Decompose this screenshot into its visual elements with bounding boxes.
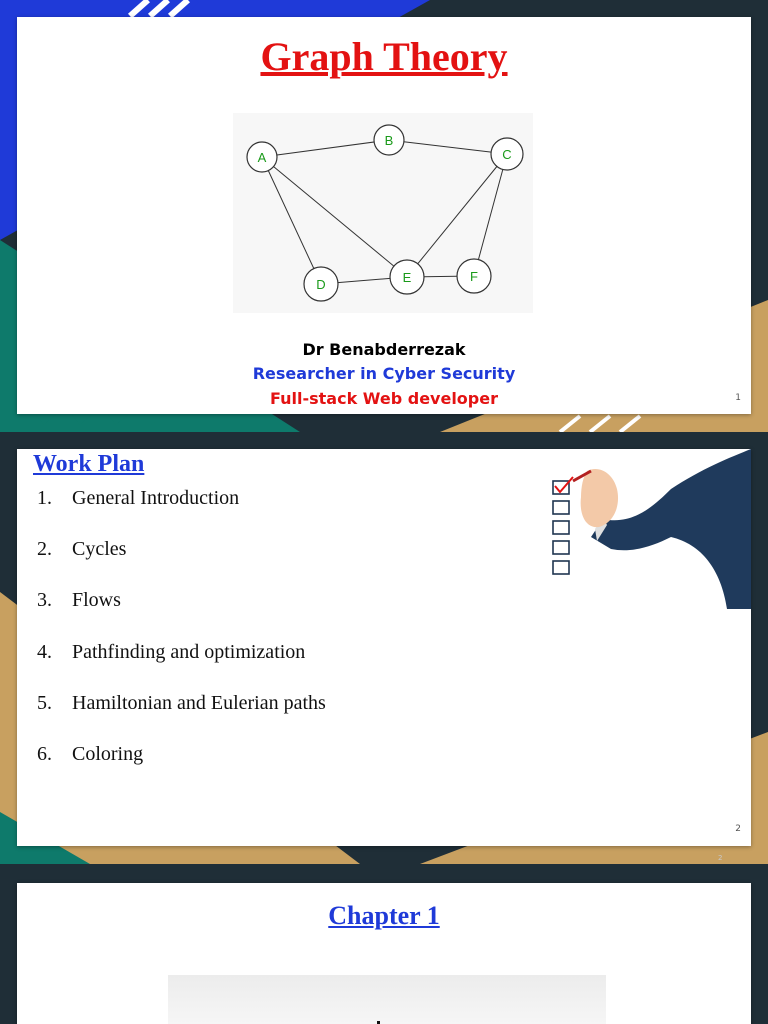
author-role-developer: Full-stack Web developer	[269, 389, 498, 408]
slide-title: Graph Theory	[260, 34, 508, 79]
item-label: Cycles	[72, 538, 127, 561]
outer-page-number: 2	[718, 854, 723, 862]
list-item	[37, 641, 326, 692]
slide-2-frame	[0, 432, 768, 864]
item-number: 6.	[37, 742, 52, 765]
list-item	[37, 487, 326, 538]
list-item	[37, 538, 326, 589]
chapter-image	[168, 975, 606, 1024]
slide-2	[17, 449, 751, 846]
list-item	[37, 743, 326, 794]
item-number: 1.	[37, 487, 52, 509]
item-label: Flows	[72, 589, 121, 612]
item-label: General Introduction	[72, 487, 240, 509]
work-plan-list	[37, 487, 326, 794]
node-label-e: E	[402, 270, 412, 285]
list-item	[37, 589, 326, 640]
item-label: Hamiltonian and Eulerian paths	[72, 691, 326, 714]
item-number: 3.	[37, 589, 52, 612]
node-label-b: B	[384, 133, 394, 148]
slide-title: Work Plan	[33, 451, 145, 477]
node-label-f: F	[470, 269, 478, 284]
slide-3	[17, 883, 751, 1024]
slide-1	[17, 17, 751, 414]
item-number: 5.	[37, 691, 52, 714]
item-label: Pathfinding and optimization	[72, 640, 306, 663]
node-label-a: A	[257, 150, 267, 165]
slide-3-frame	[0, 864, 768, 1024]
node-label-c: C	[502, 147, 512, 162]
item-number: 4.	[37, 640, 52, 663]
item-label: Coloring	[72, 742, 144, 765]
item-number: 2.	[37, 538, 52, 561]
chapter-title: Chapter 1	[328, 901, 440, 930]
graph-diagram	[233, 113, 533, 313]
page-number: 1	[735, 393, 741, 403]
slide-1-frame	[0, 0, 768, 432]
author-name: Dr Benabderrezak	[302, 340, 466, 359]
page-number: 2	[735, 824, 741, 834]
list-item	[37, 692, 326, 743]
node-label-d: D	[316, 277, 326, 292]
checklist-hand-illustration	[551, 449, 751, 614]
author-role-researcher: Researcher in Cyber Security	[252, 364, 516, 383]
